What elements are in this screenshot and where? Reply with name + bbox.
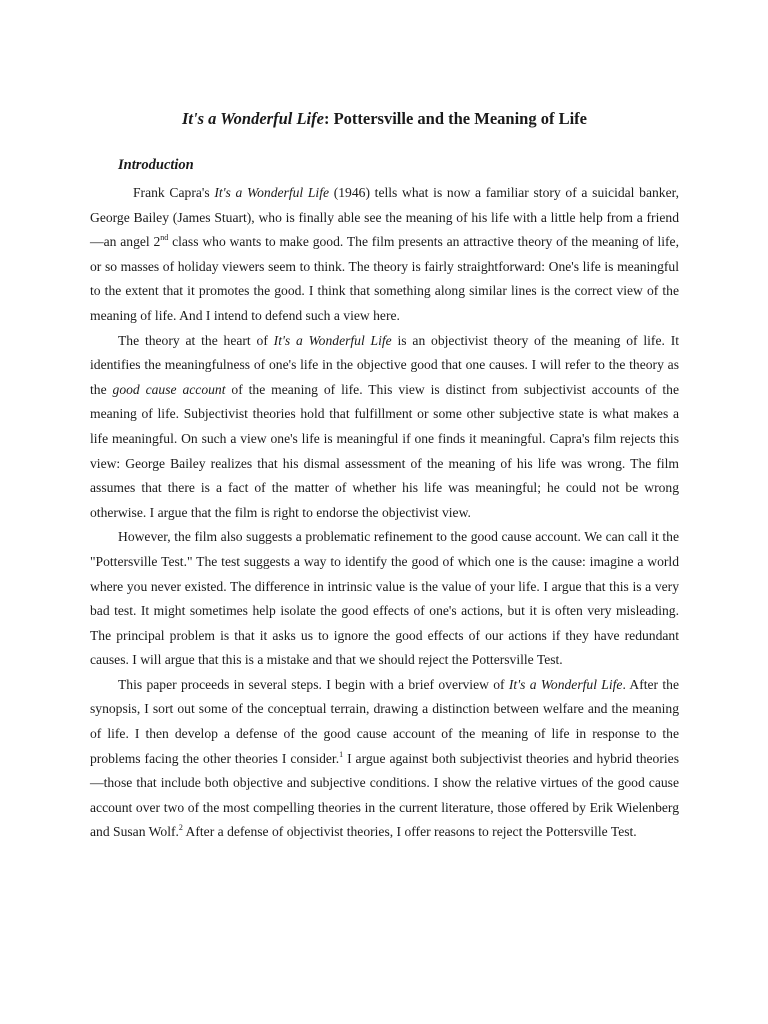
paper-title — [90, 108, 679, 130]
film-title-inline: It's a Wonderful Life — [214, 185, 330, 200]
paragraph-text: However, the film also suggests a problematic refinement to the good cause account. We can call it the "Pottersville Test." The test suggests a way to identify the good of which one is the cause: imagine a world where you never existed. The difference in intrinsic value is the value of your life. I argue that this is a very bad test. It might sometimes help isolate the good effects of one's actions, but it is often very misleading. The principal problem is that it asks us to ignore the good effects of our actions if they have redundant causes. I will argue that this is a mistake and that we should reject the Pottersville Test. — [90, 529, 679, 668]
section-heading-introduction: Introduction — [118, 157, 194, 173]
film-title-inline: It's a Wonderful Life — [508, 676, 623, 692]
body-text — [90, 181, 679, 845]
paragraph-1 — [90, 181, 679, 329]
paragraph-text: The theory at the heart of — [118, 332, 274, 348]
ordinal-superscript: nd — [160, 233, 169, 243]
title-film-name: It's a Wonderful Life — [182, 109, 324, 128]
paragraph-text: After a defense of objectivist theories, I offer reasons to reject the Pottersville Test. — [182, 824, 637, 840]
footnote-marker[interactable]: 1 — [339, 749, 344, 759]
title-rest: : Pottersville and the Meaning of Life — [323, 109, 587, 128]
paragraph-text: Frank Capra's — [133, 185, 215, 200]
paragraph-text: I argue against both subjectivist theories and hybrid theories—those that include both objective and subjective conditions. I show the relative virtues of the good cause account over two of the most compelling theories in the current literature, those offered by Erik Wielenberg and Susan Wolf. — [90, 750, 679, 840]
paragraph-text: This paper proceeds in several steps. I begin with a brief overview of — [118, 676, 509, 692]
paragraph-text: of the meaning of life. This view is distinct from subjectivist accounts of the meaning of life. Subjectivist theories hold that fulfillment or some other subjective state is what makes a life meaningful. On such a view one's life is meaningful if one finds it meaningful. Capra's film rejects this view: George Bailey realizes that his dismal assessment of the meaning of his life was wrong. The film assumes that there is a fact of the matter of whether his life was meaningful; he could not be wrong otherwise. I argue that the film is right to endorse the objectivist view. — [90, 381, 679, 520]
term-emphasis: good cause account — [112, 381, 226, 397]
paragraph-text: . After the synopsis, I sort out some of the conceptual terrain, drawing a distinction between welfare and the meaning of life. I then develop a defense of the good cause account of the meaning of life in response to the problems facing the other theories I consider. — [90, 676, 680, 766]
paragraph-text: class who wants to make good. The film presents an attractive theory of the meaning of life, or so masses of holiday viewers seem to think. The theory is fairly straightforward: One's life is meaningful to the extent that it promotes the good. I think that something along similar lines is the correct view of the meaning of life. And I intend to defend such a view here. — [90, 234, 679, 323]
paragraph-text: (1946) tells what is now a familiar story of a suicidal banker, George Bailey (James Stuart), who is finally able see the meaning of his life with a little help from a friend—an angel 2 — [90, 185, 679, 250]
footnote-marker[interactable]: 2 — [178, 823, 183, 833]
paragraph-text: is an objectivist theory of the meaning of life. It identifies the meaningfulness of one's life in the objective good that one causes. I will refer to the theory as the — [90, 332, 680, 397]
paragraph-2 — [90, 329, 679, 526]
paragraph-4 — [90, 673, 679, 845]
film-title-inline: It's a Wonderful Life — [273, 332, 392, 348]
paragraph-3 — [90, 525, 679, 673]
